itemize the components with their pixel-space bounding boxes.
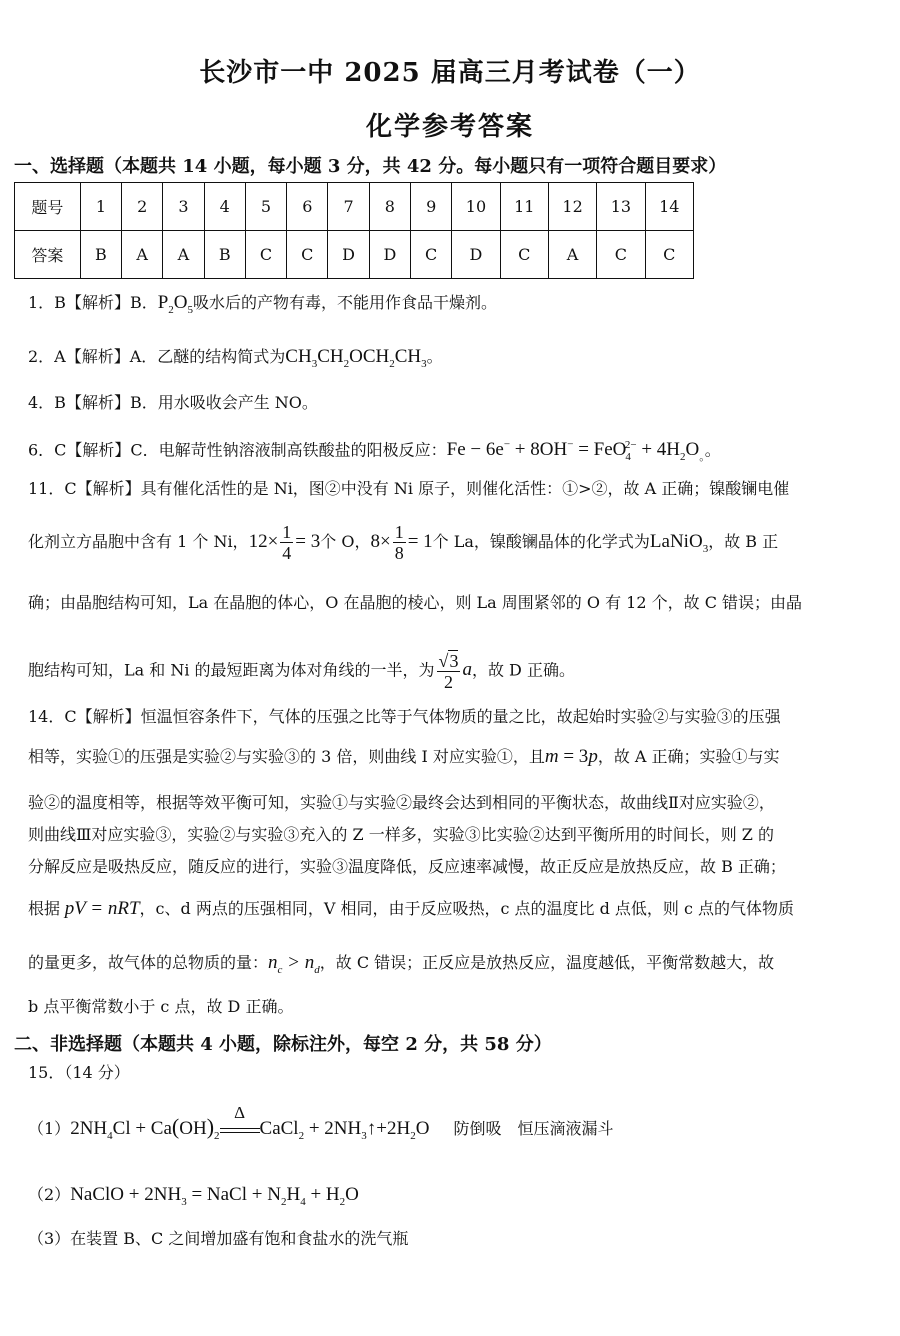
table-cell: 9 xyxy=(411,183,452,231)
section-heading-non-choice: 二、非选择题（本题共 4 小题，除标注外，每空 2 分，共 58 分） xyxy=(14,1034,552,1055)
table-cell: 10 xyxy=(452,183,500,231)
answer-15-3: （3）在装置 B、C 之间增加盛有饱和食盐水的洗气瓶 xyxy=(28,1229,409,1248)
explanation-q1: 1．B【解析】B．$P_2O_5$吸水后的产物有毒，不能用作食品干燥剂。 xyxy=(28,292,498,316)
page-title: 长沙市一中 2025 届高三月考试卷（一） xyxy=(199,58,701,88)
page-subtitle: 化学参考答案 xyxy=(365,112,534,142)
table-cell: C xyxy=(597,231,645,279)
equation-anode-reaction: $Fe - 6e^- + 8OH^- = FeO_4^{2-} + 4H_2O_。$ xyxy=(446,439,705,464)
answer-table xyxy=(14,182,694,279)
formula-p2o5: $P_2O_5$ xyxy=(157,292,194,316)
table-header-cell: 答案 xyxy=(15,231,81,279)
table-cell: 12 xyxy=(548,183,596,231)
table-cell: C xyxy=(287,231,328,279)
equation-hydrazine-synthesis: NaClO + $2NH_3$ = NaCl + $N_2H_4 + H_2O$ xyxy=(70,1184,359,1208)
table-cell: B xyxy=(80,231,121,279)
table-cell: 14 xyxy=(645,183,693,231)
formula-m-equals-3p: m xyxy=(544,746,559,767)
table-cell: 4 xyxy=(204,183,245,231)
formula-diethyl-ether: $CH_3CH_2OCH_2CH_3$ xyxy=(285,346,427,370)
table-cell: 11 xyxy=(500,183,548,231)
table-cell: 7 xyxy=(328,183,369,231)
table-cell: C xyxy=(500,231,548,279)
equation-ammonia-preparation: $2NH_4Cl + Ca(OH)_2$ Δ CaCl$_2$ + $2NH_3↑+2H_2O$ xyxy=(70,1103,430,1142)
table-cell: A xyxy=(122,231,163,279)
formula-sqrt3-over-2-a: $\frac{√3}{2}$ a xyxy=(438,651,472,692)
section-heading-multiple-choice: 一、选择题（本题共 14 小题，每小题 3 分，共 42 分。每小题只有一项符合题目要求） xyxy=(14,156,727,177)
formula-lanio3: LaNiO$_3$ xyxy=(649,530,709,555)
explanation-q4: 4．B【解析】B．用水吸收会产生 NO。 xyxy=(28,393,318,412)
table-row-numbers xyxy=(15,183,694,231)
answer-15-1: $(1)2NH_4Cl + Ca(OH)_2$ Δ CaCl$_2$ + $2NH_3↑+2H_2O$ 防倒吸 恒压滴液漏斗 xyxy=(28,1103,614,1142)
formula-ideal-gas-law: pV = nRT xyxy=(60,898,140,919)
formula-la-count: 8× $\frac{1}{8}$ = 1 xyxy=(370,522,433,563)
table-cell: C xyxy=(645,231,693,279)
table-cell: C xyxy=(411,231,452,279)
table-cell: D xyxy=(369,231,410,279)
table-cell: 1 xyxy=(80,183,121,231)
table-cell: 8 xyxy=(369,183,410,231)
explanation-q2: 2．A【解析】A．乙醚的结构简式为$CH_3CH_2OCH_2CH_3$。 xyxy=(28,346,443,370)
answer-15-1-notes: 防倒吸 恒压滴液漏斗 xyxy=(453,1119,614,1138)
table-header-cell: 题号 xyxy=(15,183,81,231)
table-cell: B xyxy=(204,231,245,279)
question-15-heading: 15．（14 分） xyxy=(28,1063,130,1082)
table-cell: A xyxy=(163,231,204,279)
table-cell: 13 xyxy=(597,183,645,231)
table-cell: 6 xyxy=(287,183,328,231)
formula-oxygen-count: 12× $\frac{1}{4}$ = 3 xyxy=(248,522,321,563)
answer-sheet-page: 长沙市一中 2025 届高三月考试卷（一） 化学参考答案 一、选择题（本题共 14 小题，每小题 3 分，共 42 分。每小题只有一项符合题目要求） 题号 1 2 3 4 5 6 7 8 9 10 11 12 13 14 答案 B A A B C C D D C D C A C C 1．B【解析】B．$P_2O_5$吸水后的产物有毒，不能用作食品干燥剂。 2．A【解析】A．乙醚的结构简式为$CH_3CH_2OCH_2CH_3$。 4．B【解析】B．用水吸收会产生 NO。 6．C【解析】C．电解苛性钠溶液制高铁酸盐的阳极反应：$Fe - 6e^- + 8OH^- = FeO_4^{2-} + 4H_2O_。$。 11．C【解析】具有催化活性的是 Ni，图②中没有 Ni 原子，则催化活性：①>②，故 A 正确；镍酸镧电催 化剂立方晶胞中含有 1 个 Ni，12× $\frac{1}{4}$ = 3个 O，8× $\frac{1}{8}$ = 1个 La，镍酸镧晶体的化学式为LaNiO$_3$，故 B 正 确；由晶胞结构可知，La 在晶胞的体心，O 在晶胞的棱心，则 La 周围紧邻的 O 有 12 个，故 C 错误；由晶 胞结构可知，La 和 Ni 的最短距离为体对角线的一半，为 $\frac{√3}{2}$ a，故 D 正确。 14．C【解析】恒温恒容条件下，气体的压强之比等于气体物质的量之比，故起始时实验②与实验③的压强 相等，实验①的压强是实验②与实验③的 3 倍，则曲线 I 对应实验①，且m = 3p，故 A 正确；实验①与实 验②的温度相等，根据等效平衡可知，实验①与实验②最终会达到相同的平衡状态，故曲线Ⅱ对应实验②， 则曲线Ⅲ对应实验③，实验②与实验③充入的 Z 一样多，实验③比实验②达到平衡所用的时间长，则 Z 的 分解反应是吸热反应，随反应的进行，实验③温度降低，反应速率减慢，故正反应是放热反应，故 B 正确； 根据 pV = nRT，c、d 两点的压强相同，V 相同，由于反应吸热，c 点的温度比 d 点低，则 c 点的气体物质 的量更多，故气体的总物质的量：$n_c > n_d$，故 C 错误；正反应是放热反应，温度越低，平衡常数越大，故 b 点平衡常数小于 c 点，故 D 正确。 二、非选择题（本题共 4 小题，除标注外，每空 2 分，共 58 分） 15．（14 分） $(1)2NH_4Cl + Ca(OH)_2$ Δ CaCl$_2$ + $2NH_3↑+2H_2O$ 防倒吸 恒压滴液漏斗 （2）NaClO + $2NH_3$ = NaCl + $N_2H_4 + H_2O$ （3）在装置 B、C 之间增加盛有饱和食盐水的洗气瓶 xyxy=(0,0,900,1336)
table-cell: D xyxy=(452,231,500,279)
table-cell: 5 xyxy=(245,183,286,231)
formula-nc-greater-nd: $n_c > n_d$ xyxy=(268,952,320,976)
answer-15-2: （2）NaClO + $2NH_3$ = NaCl + $N_2H_4 + H_2O$ xyxy=(28,1184,359,1208)
explanation-q6: 6．C【解析】C．电解苛性钠溶液制高铁酸盐的阳极反应：$Fe - 6e^- + 8OH^- = FeO_4^{2-} + 4H_2O_。$。 xyxy=(28,439,721,464)
table-row-answers xyxy=(15,231,694,279)
table-cell: C xyxy=(245,231,286,279)
table-cell: A xyxy=(548,231,596,279)
table-cell: D xyxy=(328,231,369,279)
table-cell: 3 xyxy=(163,183,204,231)
table-cell: 2 xyxy=(122,183,163,231)
